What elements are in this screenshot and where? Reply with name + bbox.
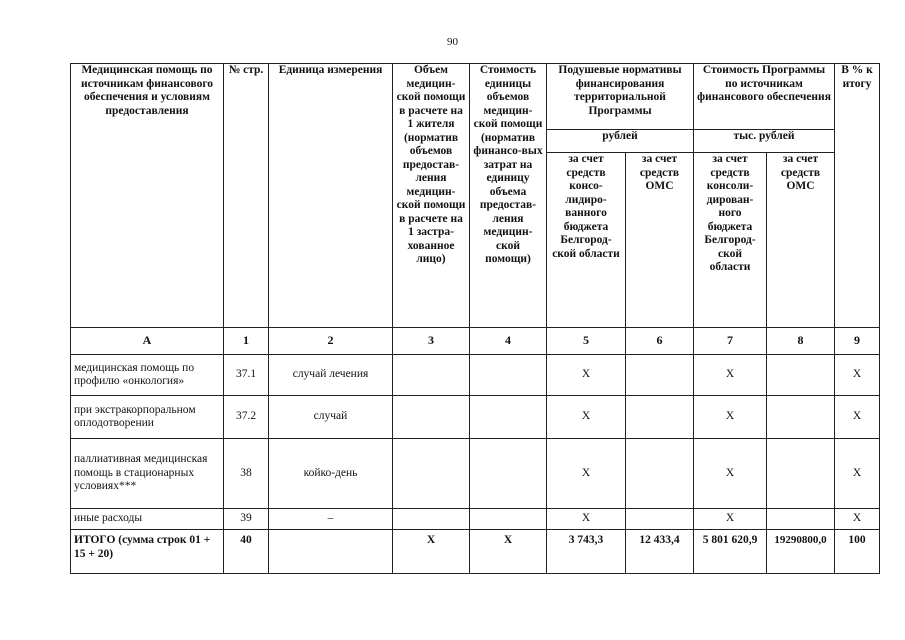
row-oms-per-capita — [626, 509, 694, 530]
total-oms-cost: 19290800,0 — [767, 530, 835, 574]
row-regional-cost: X — [694, 439, 767, 509]
row-volume — [393, 396, 470, 439]
row-oms-cost — [767, 509, 835, 530]
header-per-capita-group: Подушевые нормативы финансирования территориальной Программы — [547, 64, 694, 130]
row-number: 37.1 — [224, 355, 269, 396]
row-unit: – — [269, 509, 393, 530]
total-unit — [269, 530, 393, 574]
table-row — [71, 396, 880, 439]
index-cell: 7 — [694, 328, 767, 355]
total-number: 40 — [224, 530, 269, 574]
row-unit: койко-день — [269, 439, 393, 509]
header-regional-budget-per-capita: за счет средств консо-лидиро-ванного бюджета Белгород-ской области — [547, 153, 626, 328]
header-care-type: Медицинская помощь по источникам финансового обеспечения и условиям предоставления — [71, 64, 224, 328]
table-row — [71, 355, 880, 396]
row-regional-per-capita: X — [547, 355, 626, 396]
total-row — [71, 530, 880, 574]
header-percent: В % к итогу — [835, 64, 880, 328]
row-percent: X — [835, 439, 880, 509]
row-volume — [393, 439, 470, 509]
header-unit: Единица измерения — [269, 64, 393, 328]
row-unit: случай лечения — [269, 355, 393, 396]
table-row — [71, 509, 880, 530]
total-regional-per-capita: 3 743,3 — [547, 530, 626, 574]
row-unit-cost — [470, 355, 547, 396]
header-program-cost-group: Стоимость Программы по источникам финансового обеспечения — [694, 64, 835, 130]
header-volume: Объем медицин-ской помощи в расчете на 1 жителя (норматив объемов предостав-ления медицин-ской помощи в расчете на 1 застра-хованное лицо) — [393, 64, 470, 328]
page-number: 90 — [447, 36, 458, 48]
header-line-number: № стр. — [224, 64, 269, 328]
header-regional-budget-cost: за счет средств консоли-дирован-ного бюджета Белгород-ской области — [694, 153, 767, 328]
row-oms-per-capita — [626, 396, 694, 439]
column-index-row — [71, 328, 880, 355]
index-cell: 1 — [224, 328, 269, 355]
total-percent: 100 — [835, 530, 880, 574]
row-number: 37.2 — [224, 396, 269, 439]
index-cell: 3 — [393, 328, 470, 355]
row-unit: случай — [269, 396, 393, 439]
row-number: 38 — [224, 439, 269, 509]
total-name: ИТОГО (сумма строк 01 + 15 + 20) — [71, 530, 224, 574]
index-cell: 8 — [767, 328, 835, 355]
row-percent: X — [835, 396, 880, 439]
row-oms-cost — [767, 396, 835, 439]
row-volume — [393, 509, 470, 530]
program-cost-table — [70, 63, 880, 574]
total-oms-per-capita: 12 433,4 — [626, 530, 694, 574]
index-cell: 5 — [547, 328, 626, 355]
index-cell: 2 — [269, 328, 393, 355]
row-percent: X — [835, 509, 880, 530]
row-unit-cost — [470, 396, 547, 439]
header-oms-per-capita: за счет средств ОМС — [626, 153, 694, 328]
index-cell: 6 — [626, 328, 694, 355]
row-regional-cost: X — [694, 355, 767, 396]
row-regional-per-capita: X — [547, 509, 626, 530]
row-oms-cost — [767, 355, 835, 396]
row-oms-per-capita — [626, 439, 694, 509]
index-cell: 9 — [835, 328, 880, 355]
row-name: при экстракорпоральном оплодотворении — [71, 396, 224, 439]
row-regional-cost: X — [694, 396, 767, 439]
row-unit-cost — [470, 509, 547, 530]
row-regional-cost: X — [694, 509, 767, 530]
total-volume: X — [393, 530, 470, 574]
total-unit-cost: X — [470, 530, 547, 574]
row-oms-cost — [767, 439, 835, 509]
row-name: иные расходы — [71, 509, 224, 530]
row-name: паллиативная медицинская помощь в стационарных условиях*** — [71, 439, 224, 509]
header-unit-cost: Стоимость единицы объемов медицин-ской помощи (норматив финансо-вых затрат на единицу объема предостав-ления медицин-ской помощи) — [470, 64, 547, 328]
table-row — [71, 439, 880, 509]
header-unit-rubles: рублей — [547, 130, 694, 153]
row-name: медицинская помощь по профилю «онкология» — [71, 355, 224, 396]
row-regional-per-capita: X — [547, 439, 626, 509]
row-regional-per-capita: X — [547, 396, 626, 439]
total-regional-cost: 5 801 620,9 — [694, 530, 767, 574]
row-oms-per-capita — [626, 355, 694, 396]
header-unit-thousand-rubles: тыс. рублей — [694, 130, 835, 153]
row-unit-cost — [470, 439, 547, 509]
row-number: 39 — [224, 509, 269, 530]
row-volume — [393, 355, 470, 396]
header-oms-cost: за счет средств ОМС — [767, 153, 835, 328]
index-cell: А — [71, 328, 224, 355]
row-percent: X — [835, 355, 880, 396]
index-cell: 4 — [470, 328, 547, 355]
